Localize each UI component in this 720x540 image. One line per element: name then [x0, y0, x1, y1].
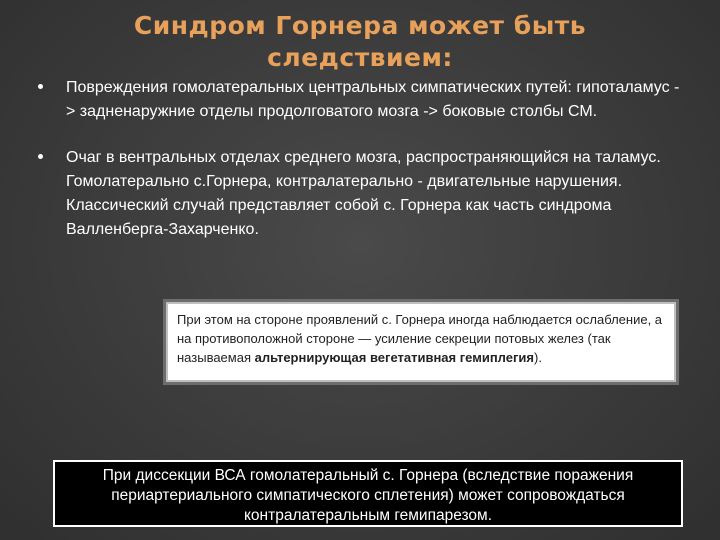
bullet-icon	[38, 154, 43, 159]
note-bold-term: альтернирующая вегетативная гемиплегия	[254, 350, 534, 365]
note-text-end: ).	[533, 350, 542, 365]
bullet-item	[36, 76, 681, 124]
bullet-text: Очаг в вентральных отделах среднего мозга, распространяющийся на таламус. Гомолатерально с.Горнера, контралатерально - двигательные нарушения. Классический случай представляет собой с. Горнера как часть синдрома Валленберга-Захарченко.	[66, 149, 661, 238]
bullet-list	[36, 76, 681, 242]
bullet-icon	[38, 84, 43, 89]
note-text: При этом на стороне проявлений с. Горнера иногда наблюдается ослабление, а на противоположной стороне — усиление секреции потовых желез (так называемая	[177, 312, 663, 365]
note-box	[166, 302, 676, 382]
bullet-item	[36, 146, 681, 242]
slide-title: Синдром Горнера может быть следствием:	[133, 11, 587, 72]
bullet-text: Повреждения гомолатеральных центральных симпатических путей: гипоталамус -> задненаружние отделы продолговатого мозга -> боковые столбы СМ.	[66, 79, 680, 120]
bottom-callout-box	[53, 460, 683, 527]
bottom-callout-text: При диссекции ВСА гомолатеральный с. Горнера (вследствие поражения периартериального симпатического сплетения) может сопровождаться контралатеральным гемипарезом.	[102, 467, 634, 524]
